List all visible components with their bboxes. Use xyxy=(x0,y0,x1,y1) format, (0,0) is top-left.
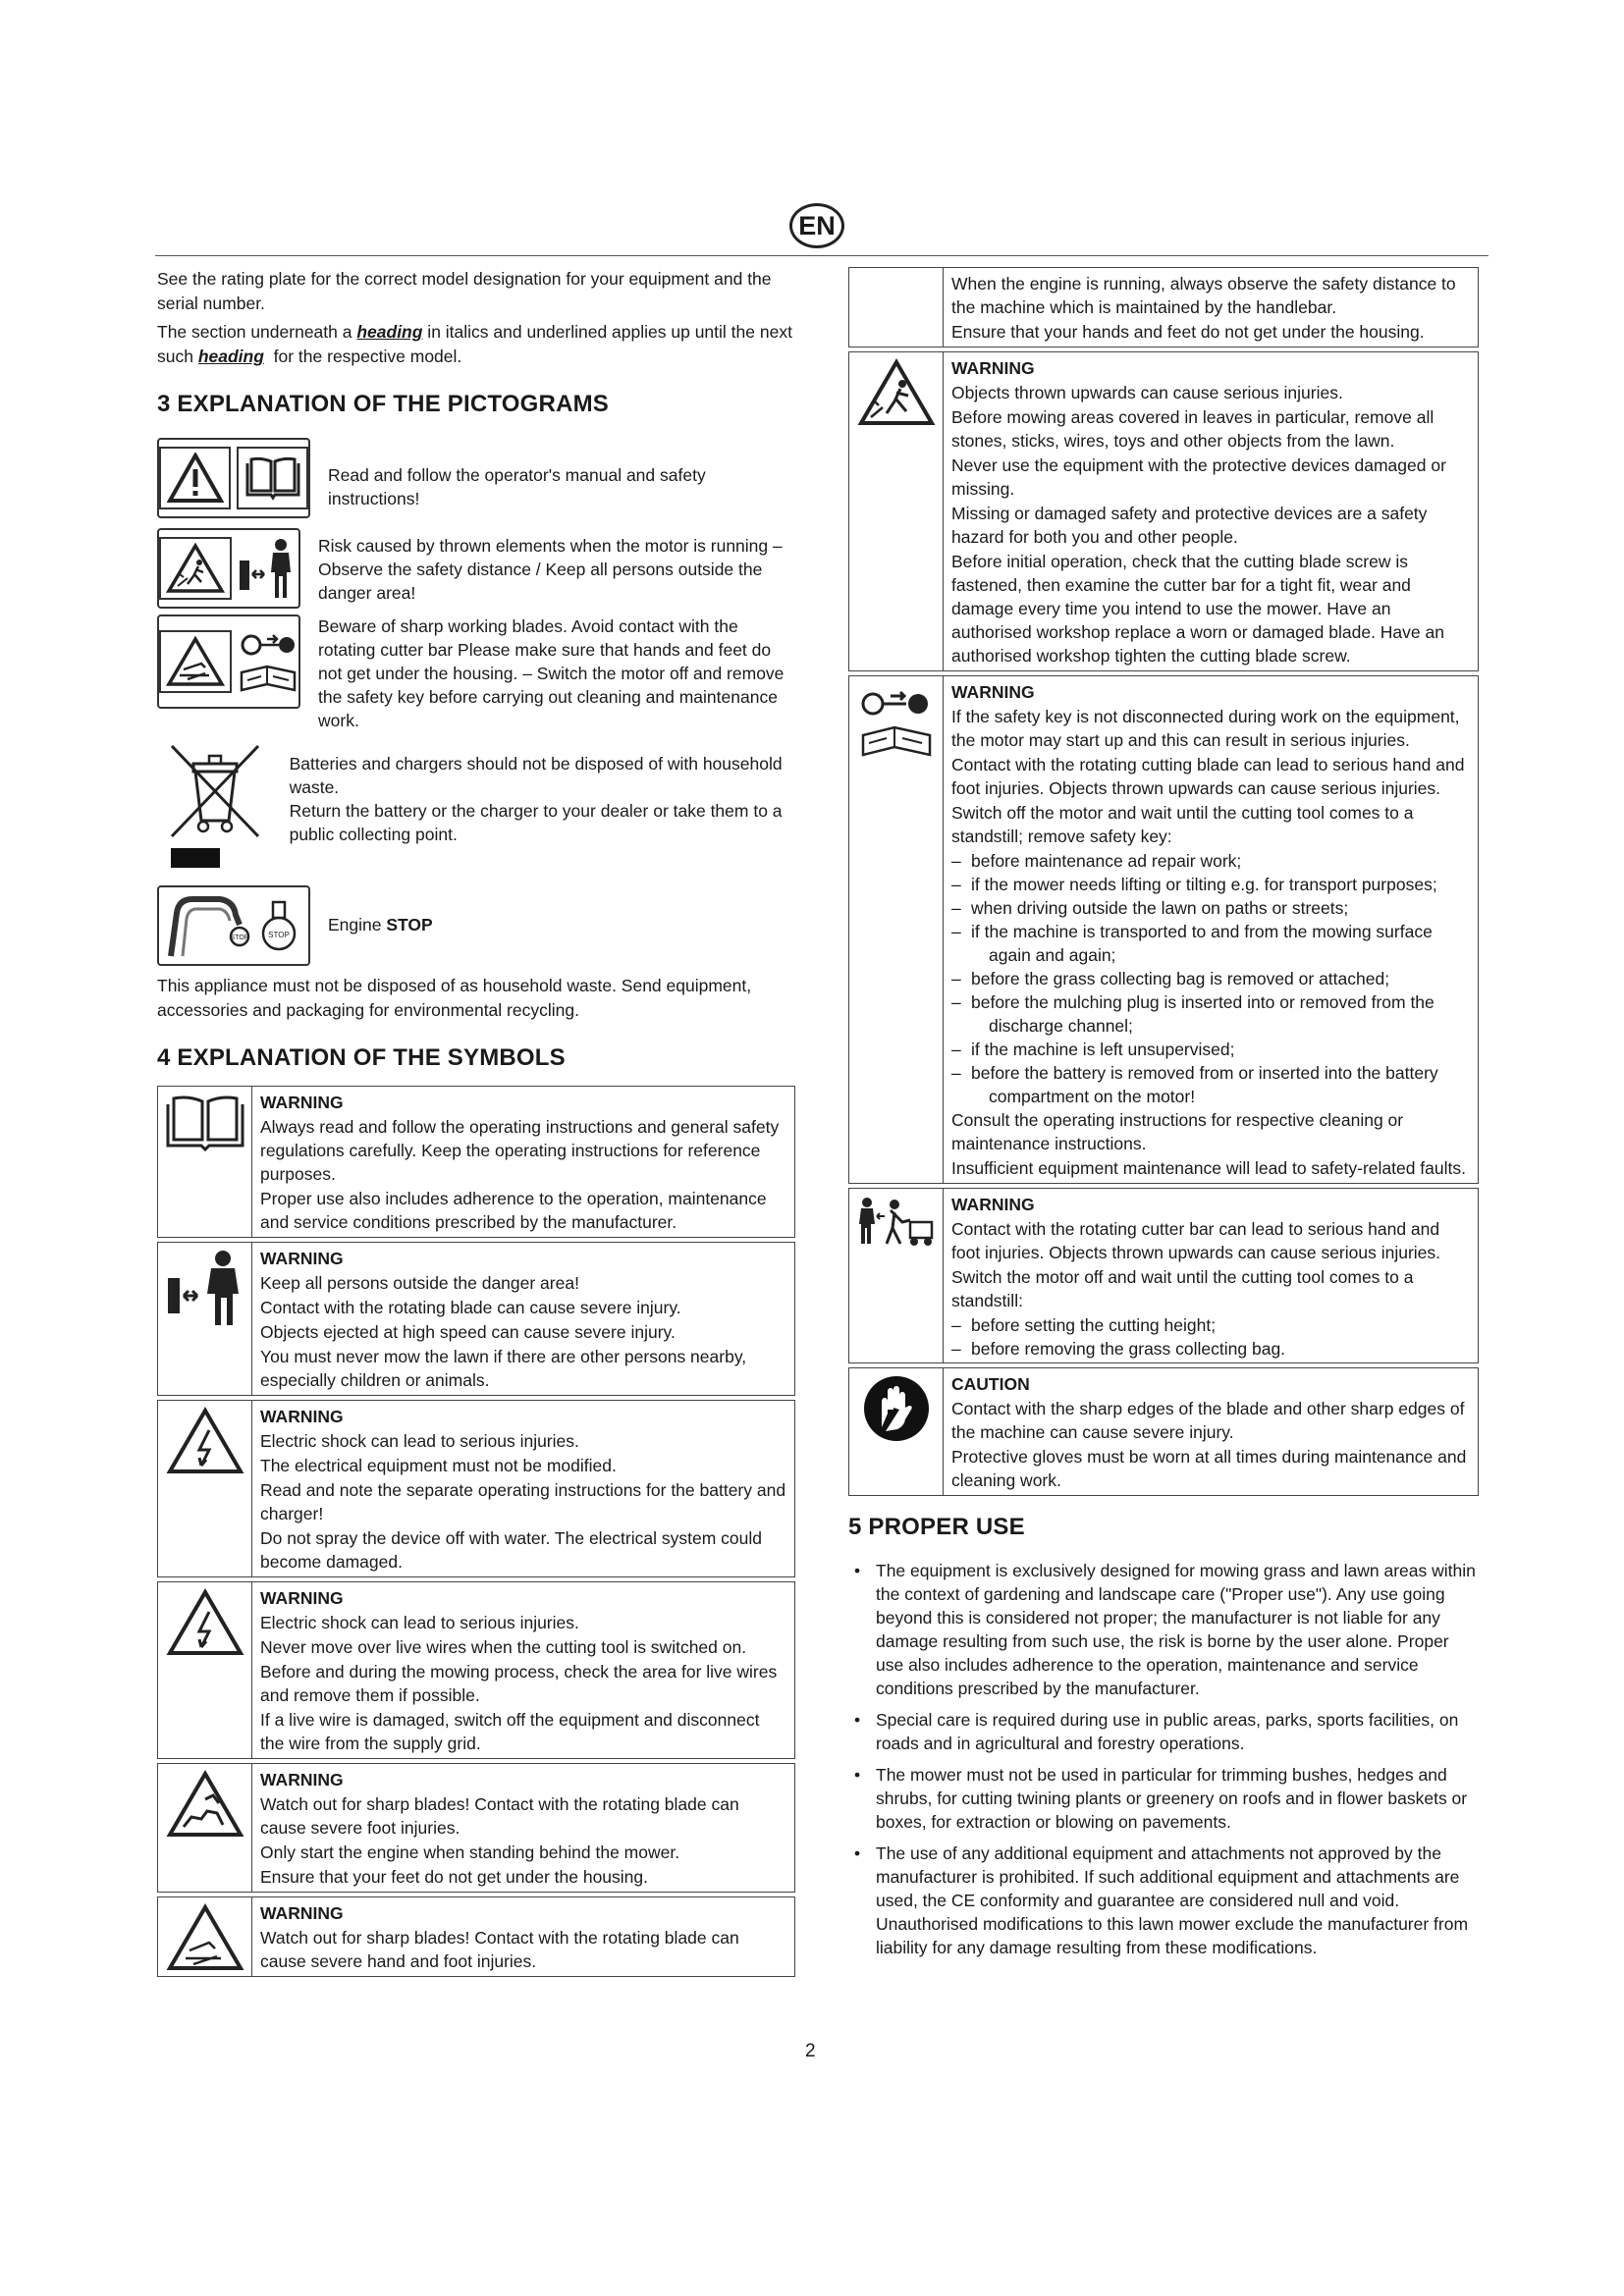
list-item: – if the mower needs lifting or tilting e.g. for transport purposes; xyxy=(951,873,1470,896)
intro-line-2 xyxy=(157,320,795,369)
section-3-title: 3 EXPLANATION OF THE PICTOGRAMS xyxy=(157,391,610,417)
symbol-block xyxy=(157,1581,795,1759)
symbol-line: Contact with the rotating cutter bar can lead to serious hand and foot injuries. Objects thrown upwards can cause serious injuries. xyxy=(951,1219,1441,1262)
symbol-block xyxy=(848,1367,1479,1496)
blades-safety-key-icon xyxy=(157,614,300,709)
list-item: • The mower must not be used in particular for trimming bushes, hedges and shrubs, for cutting twining plants or greenery on roofs and in flower baskets or boxes, for extraction or blowing on pavements. xyxy=(848,1763,1479,1834)
symbol-line: You must never mow the lawn if there are other persons nearby, especially children or animals. xyxy=(260,1347,747,1390)
symbol-line: Ensure that your feet do not get under the housing. xyxy=(260,1867,648,1887)
list-item: – if the machine is left unsupervised; xyxy=(951,1038,1470,1061)
symbol-block xyxy=(157,1242,795,1396)
symbol-block xyxy=(157,1896,795,1977)
list-item: compartment on the motor! xyxy=(989,1087,1196,1106)
left-column xyxy=(157,267,795,1977)
bin-text-b: Return the battery or the charger to your dealer or take them to a public collecting point. xyxy=(289,801,783,844)
symbol-line: Objects ejected at high speed can cause severe injury. xyxy=(260,1322,676,1342)
symbol-line: If a live wire is damaged, switch off the equipment and disconnect the wire from the supply grid. xyxy=(260,1710,760,1753)
list-item: – when driving outside the lawn on paths or streets; xyxy=(951,896,1470,920)
symbol-line: Contact with the rotating blade can cause severe injury. xyxy=(260,1298,681,1317)
intro-text: in italics and underlined applies up until the next xyxy=(422,322,792,342)
symbol-line: Contact with the rotating cutting blade can lead to serious hand and foot injuries. Objects thrown upwards can cause serious injuries. xyxy=(951,755,1465,798)
intro-text: The section underneath a xyxy=(157,322,357,342)
symbol-line: Never move over live wires when the cutting tool is switched on. xyxy=(260,1637,747,1657)
symbol-line: Before and during the mowing process, check the area for live wires and remove them if possible. xyxy=(260,1662,778,1705)
symbol-text xyxy=(252,1087,794,1237)
list-item: – before removing the grass collecting bag. xyxy=(951,1337,1470,1361)
electric-shock-icon xyxy=(158,1401,252,1576)
heading-ref: heading xyxy=(356,322,423,342)
engine-stop-label: Engine xyxy=(328,915,387,934)
crossed-bin-icon xyxy=(157,742,274,876)
symbol-text xyxy=(252,1243,794,1395)
list-item: – before the battery is removed from or inserted into the battery xyxy=(951,1061,1470,1085)
pictogram-row xyxy=(157,885,795,966)
symbol-line: Objects thrown upwards can cause serious injuries. xyxy=(951,383,1343,402)
svg-text:STOP: STOP xyxy=(230,934,249,941)
thrown-objects-icon xyxy=(159,537,232,600)
warning-triangle-icon xyxy=(159,447,231,509)
heading-ref: heading xyxy=(197,347,264,366)
warning-manual-icon xyxy=(157,438,310,518)
symbol-text xyxy=(944,1189,1478,1362)
symbol-line: Watch out for sharp blades! Contact with the rotating blade can cause severe foot injuries. xyxy=(260,1794,739,1838)
symbol-line: Proper use also includes adherence to the operation, maintenance and service conditions prescribed by the manufacturer. xyxy=(260,1189,767,1232)
symbol-line: Protective gloves must be worn at all times during maintenance and cleaning work. xyxy=(951,1447,1467,1490)
engine-stop-icon xyxy=(157,885,310,966)
handlebar-icon xyxy=(165,891,253,960)
intro-text: such xyxy=(157,347,198,366)
section-4-title: 4 EXPLANATION OF THE SYMBOLS xyxy=(157,1044,566,1071)
symbol-title: WARNING xyxy=(260,1903,344,1923)
list-item: discharge channel; xyxy=(989,1016,1133,1036)
symbol-line: Before initial operation, check that the cutting blade screw is fastened, then examine the cutter bar for a tight fit, wear and damage every time you intend to use the mower. Have an authorised workshop replace a worn or damaged blade. Have an authorised workshop tighten the cutting blade screw. xyxy=(951,552,1444,666)
list-item: • The use of any additional equipment and attachments not approved by the manufacturer is prohibited. If such additional equipment and attachments are used, the CE conformity and guarantee are considered null and void. Unauthorised modifications to this lawn mower exclude the manufacturer from liability for any damage resulting from these modifications. xyxy=(848,1842,1479,1959)
symbol-line: Always read and follow the operating instructions and general safety regulations carefully. Keep the operating instructions for reference purposes. xyxy=(260,1117,780,1184)
symbol-line: Before mowing areas covered in leaves in particular, remove all stones, sticks, wires, toys and other objects from the lawn. xyxy=(951,407,1435,451)
book-icon xyxy=(237,447,308,509)
pictogram-row xyxy=(157,528,795,609)
symbol-line: Switch the motor off and wait until the cutting tool comes to a standstill: xyxy=(951,1267,1414,1310)
person-distance-icon xyxy=(238,537,298,600)
key-manual-icon xyxy=(849,676,944,1183)
symbol-title: WARNING xyxy=(951,358,1035,378)
stop-knob-icon xyxy=(259,898,298,953)
symbol-title: CAUTION xyxy=(951,1374,1030,1394)
symbol-title: WARNING xyxy=(260,1093,344,1112)
list-item: • The equipment is exclusively designed for mowing grass and lawn areas within the context of gardening and landscape care ("Proper use"). Any use going beyond this is considered not proper; the manufacturer is not liable for any damage resulting from such use, the risk is borne by the user alone. Proper use also includes adherence to the operation, maintenance and service conditions prescribed by the manufacturer. xyxy=(848,1559,1479,1700)
symbol-line: Contact with the sharp edges of the blade and other sharp edges of the machine can cause severe injury. xyxy=(951,1399,1465,1442)
engine-stop-bold: STOP xyxy=(386,915,433,934)
symbol-text xyxy=(252,1401,794,1576)
symbol-text xyxy=(252,1764,794,1892)
symbol-text xyxy=(944,352,1478,670)
symbol-title: WARNING xyxy=(260,1770,344,1789)
list-item: – if the machine is transported to and from the mowing surface xyxy=(951,920,1470,943)
thrown-objects-distance-icon xyxy=(157,528,300,609)
symbol-text xyxy=(252,1897,794,1976)
bin-text-a: Batteries and chargers should not be disposed of with household waste. xyxy=(289,754,783,797)
symbol-line: Read and note the separate operating instructions for the battery and charger! xyxy=(260,1480,786,1523)
symbol-title: WARNING xyxy=(260,1407,344,1426)
symbol-block xyxy=(157,1763,795,1893)
list-item: – before setting the cutting height; xyxy=(951,1313,1470,1337)
keep-distance-icon xyxy=(158,1243,252,1395)
mower-persons-icon xyxy=(849,1189,944,1362)
list-item: – before the mulching plug is inserted into or removed from the xyxy=(951,990,1470,1014)
pictogram-text: Risk caused by thrown elements when the motor is running – Observe the safety distance / Keep all persons outside the danger area! xyxy=(318,536,783,603)
symbol-text xyxy=(944,1368,1478,1495)
symbol-line: The electrical equipment must not be modified. xyxy=(260,1456,617,1475)
hand-foot-blade-icon xyxy=(158,1897,252,1976)
disposal-bar xyxy=(171,848,220,868)
symbol-title: WARNING xyxy=(260,1588,344,1608)
symbol-block xyxy=(157,1400,795,1577)
symbol-line: Consult the operating instructions for respective cleaning or maintenance instructions. xyxy=(951,1110,1404,1153)
symbol-line: When the engine is running, always observe the safety distance to the machine which is maintained by the handlebar. xyxy=(951,274,1456,317)
list-item: – before the grass collecting bag is removed or attached; xyxy=(951,967,1470,990)
symbol-line: If the safety key is not disconnected during work on the equipment, the motor may start up and this can result in serious injuries. xyxy=(951,707,1460,750)
section-5-title: 5 PROPER USE xyxy=(848,1514,1025,1540)
symbol-line: Only start the engine when standing behind the mower. xyxy=(260,1842,680,1862)
language-badge: EN xyxy=(789,203,844,248)
gloves-icon xyxy=(849,1368,944,1495)
right-column xyxy=(848,267,1479,1967)
symbol-line: Watch out for sharp blades! Contact with the rotating blade can cause severe hand and foot injuries. xyxy=(260,1928,739,1971)
list-item: – before maintenance ad repair work; xyxy=(951,849,1470,873)
header-rule xyxy=(155,255,1489,256)
electric-shock-icon xyxy=(158,1582,252,1758)
symbol-text xyxy=(252,1582,794,1758)
pictogram-text xyxy=(328,885,433,936)
intro-text: for the respective model. xyxy=(263,347,462,366)
symbol-text xyxy=(944,676,1478,1183)
symbol-line: Electric shock can lead to serious injuries. xyxy=(260,1431,579,1451)
intro xyxy=(157,267,795,369)
manual-icon xyxy=(158,1087,252,1237)
symbol-line: Ensure that your hands and feet do not get under the housing. xyxy=(951,322,1425,342)
dash-list xyxy=(951,849,1470,1108)
disposal-note: This appliance must not be disposed of as household waste. Send equipment, accessories and packaging for environmental recycling. xyxy=(157,976,752,1020)
symbol-line: Electric shock can lead to serious injuries. xyxy=(260,1613,579,1632)
pictogram-row xyxy=(157,438,795,518)
symbol-line: Keep all persons outside the danger area! xyxy=(260,1273,579,1293)
symbol-block xyxy=(848,267,1479,347)
pictogram-row xyxy=(157,614,795,732)
svg-text:STOP: STOP xyxy=(268,931,290,939)
proper-use-list xyxy=(848,1559,1479,1959)
symbol-block xyxy=(157,1086,795,1238)
intro-line-1: See the rating plate for the correct model designation for your equipment and the serial number. xyxy=(157,269,772,313)
symbol-line: Missing or damaged safety and protective devices are a safety hazard for both you and other people. xyxy=(951,504,1428,547)
pictogram-text xyxy=(290,742,795,846)
key-manual-icon xyxy=(238,625,298,698)
list-item: again and again; xyxy=(989,945,1116,965)
list-item: • Special care is required during use in public areas, parks, sports facilities, on roads and in agricultural and forestry operations. xyxy=(848,1708,1479,1755)
symbol-block xyxy=(848,1188,1479,1363)
symbol-line: Switch off the motor and wait until the cutting tool comes to a standstill; remove safety key: xyxy=(951,803,1414,846)
symbol-title: WARNING xyxy=(260,1249,344,1268)
pictogram-text: Read and follow the operator's manual and safety instructions! xyxy=(328,465,706,508)
symbol-block xyxy=(848,675,1479,1184)
symbol-line: Insufficient equipment maintenance will lead to safety-related faults. xyxy=(951,1158,1467,1178)
dash-list xyxy=(951,1313,1470,1361)
foot-blade-icon xyxy=(158,1764,252,1892)
symbol-title: WARNING xyxy=(951,1195,1035,1214)
symbol-line: Never use the equipment with the protective devices damaged or missing. xyxy=(951,455,1446,499)
symbol-title: WARNING xyxy=(951,682,1035,702)
symbol-block xyxy=(848,351,1479,671)
symbol-line: Do not spray the device off with water. The electrical system could become damaged. xyxy=(260,1528,762,1572)
pictogram-row xyxy=(157,742,795,876)
empty-icon-cell xyxy=(849,268,944,347)
symbol-text xyxy=(944,268,1478,347)
thrown-objects-icon xyxy=(849,352,944,670)
pictogram-text: Beware of sharp working blades. Avoid contact with the rotating cutter bar Please make sure that hands and feet do not get under the housing. – Switch the motor off and remove the safety key before carrying out cleaning and maintenance work. xyxy=(318,616,785,730)
page-number: 2 xyxy=(805,2041,816,2061)
blade-warning-icon xyxy=(159,630,232,693)
